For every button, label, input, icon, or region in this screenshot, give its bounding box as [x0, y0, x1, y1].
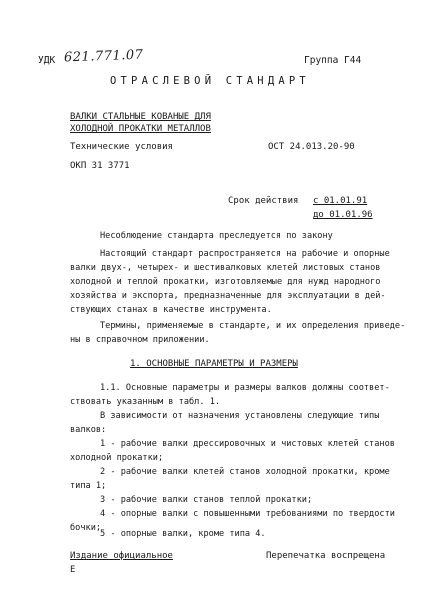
- official-edition: Издание официальное: [70, 551, 173, 561]
- body-line: 1.1. Основные параметры и размеры валков должны соответ-: [100, 383, 390, 393]
- body-line: Настоящий стандарт распространяется на рабочие и опорные: [100, 249, 390, 259]
- validity-from: с 01.01.91: [313, 196, 368, 206]
- title-line-1: ВАЛКИ СТАЛЬНЫЕ КОВАНЫЕ ДЛЯ: [70, 112, 211, 122]
- ost-number: ОСТ 24.013.20-90: [268, 142, 355, 152]
- udk-label: УДК: [38, 55, 56, 66]
- body-line: В зависимости от назначения установлены следующие типы: [100, 411, 380, 421]
- title-line-2: ХОЛОДНОЙ ПРОКАТКИ МЕТАЛЛОВ: [70, 124, 211, 134]
- body-line: ны в справочном приложении.: [70, 335, 210, 345]
- reprint-notice: Перепечатка воспрещена: [266, 551, 386, 561]
- udk-code-handwritten: 621.771.07: [63, 47, 144, 66]
- body-line: валки двух-, четырех- и шестивалковых клетей листовых станов: [70, 263, 381, 273]
- list-item: 5 - опорные валки, кроме типа 4.: [100, 529, 266, 539]
- list-item: 1 - рабочие валки дрессировочных и чистовых клетей станов: [100, 439, 395, 449]
- body-line: холодной и теплой прокатки, изготовляемые для нужд народного: [70, 277, 381, 287]
- body-line: Термины, применяемые в стандарте, и их определения приведе-: [100, 321, 406, 331]
- validity-label: Срок действия: [228, 196, 299, 206]
- body-line: ствующих станах в качестве инструмента.: [70, 305, 272, 315]
- body-line: хозяйства и экспорта, предназначенные для эксплуатации в дей-: [70, 291, 386, 301]
- list-item: 4 - опорные валки с повышенными требованиями по твердости: [100, 509, 395, 519]
- document-subtitle: Технические условия: [70, 142, 173, 152]
- industry-standard-heading: ОТРАСЛЕВОЙ СТАНДАРТ: [110, 75, 310, 87]
- okp-code: ОКП 31 3771: [70, 161, 130, 171]
- list-item: 2 - рабочие валки клетей станов холодной прокатки, кроме: [100, 467, 390, 477]
- edition-letter: Е: [70, 565, 76, 575]
- list-item: бочки;: [70, 523, 102, 533]
- list-item: 3 - рабочие валки станов теплой прокатки;: [100, 495, 313, 505]
- validity-to: до 01.01.96: [313, 210, 373, 220]
- list-item: типа 1;: [70, 481, 107, 491]
- section-heading: 1. ОСНОВНЫЕ ПАРАМЕТРЫ И РАЗМЕРЫ: [130, 359, 298, 369]
- list-item: холодной прокатки;: [70, 453, 164, 463]
- body-line: валков:: [70, 425, 107, 435]
- group-code: Группа Г44: [304, 55, 362, 66]
- body-line: ствовать указанным в табл. 1.: [70, 397, 221, 407]
- legal-notice: Несоблюдение стандарта преследуется по закону: [100, 231, 333, 241]
